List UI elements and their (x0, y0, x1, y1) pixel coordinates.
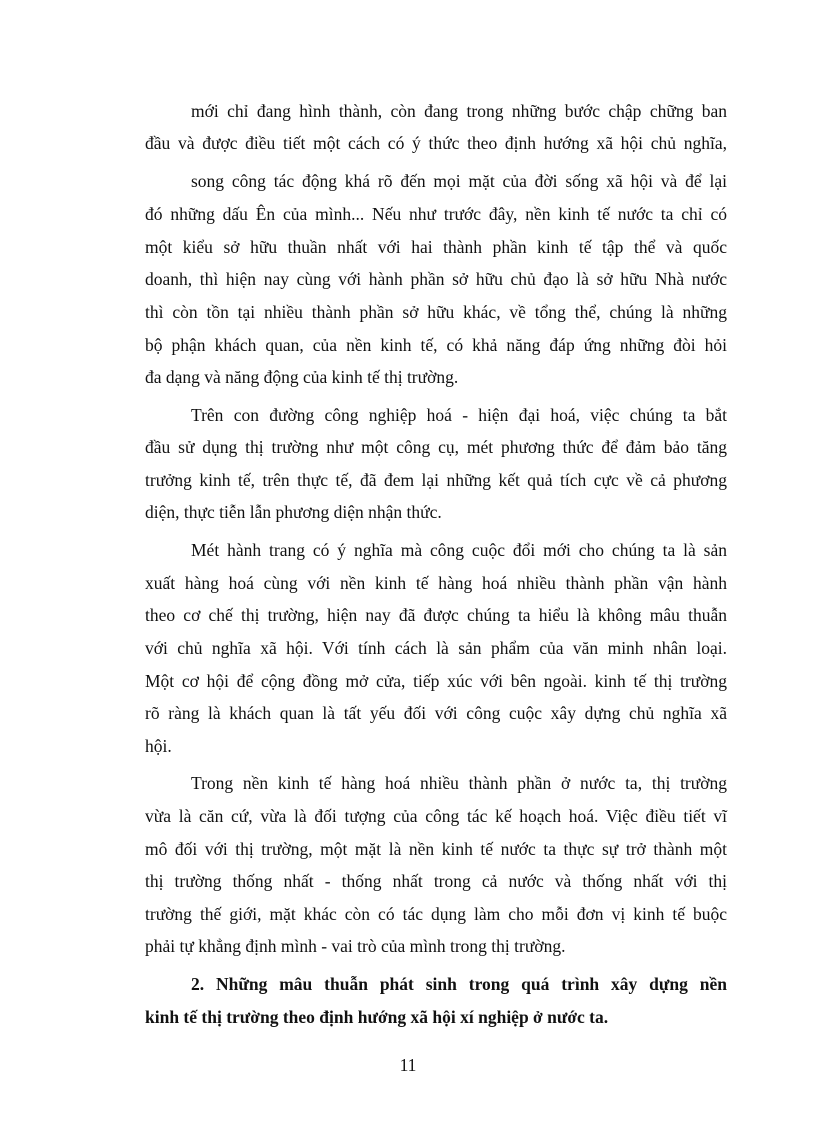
paragraph-3-line-4: diện, thực tiễn lẫn phương diện nhận thức. (145, 502, 442, 522)
paragraph-2-line-5: thì còn tồn tại nhiều thành phần sở hữu khác, về tổng thể, chúng là những (145, 302, 727, 322)
section-heading-line-2: kinh tế thị trường theo định hướng xã hội xí nghiệp ở nước ta. (145, 1007, 609, 1027)
paragraph-3-line-3: trưởng kinh tế, trên thực tế, đã đem lại những kết quả tích cực về cả phương (145, 470, 727, 490)
page-number: 11 (399, 1055, 417, 1075)
paragraph-3-line-1: Trên con đường công nghiệp hoá - hiện đại hoá, việc chúng ta bắt (191, 405, 727, 425)
paragraph-2-line-6: bộ phận khách quan, của nền kinh tế, có khả năng đáp ứng những đòi hỏi (145, 335, 727, 355)
paragraph-1-line-2: đầu và được điều tiết một cách có ý thức theo định hướng xã hội chủ nghĩa, (145, 133, 727, 153)
paragraph-2-line-3: một kiểu sở hữu thuần nhất với hai thành phần kinh tế tập thể và quốc (145, 237, 727, 257)
paragraph-5-line-1: Trong nền kinh tế hàng hoá nhiều thành phần ở nước ta, thị trường (191, 773, 727, 793)
paragraph-5-line-5: trường thế giới, mặt khác còn có tác dụng làm cho mỗi đơn vị kinh tế buộc (145, 904, 727, 924)
paragraph-4-line-5: Một cơ hội để cộng đồng mở cửa, tiếp xúc với bên ngoài. kinh tế thị trường (145, 671, 727, 691)
paragraph-5-line-4: thị trường thống nhất - thống nhất trong cả nước và thống nhất với thị (145, 871, 727, 891)
paragraph-2-line-2: đó những dấu Ên của mình... Nếu như trước đây, nền kinh tế nước ta chỉ có (145, 204, 727, 224)
paragraph-2-line-4: doanh, thì hiện nay cùng với hành phần sở hữu chủ đạo là sở hữu Nhà nước (145, 269, 727, 289)
paragraph-1-line-1: mới chỉ đang hình thành, còn đang trong những bước chập chững ban (191, 101, 727, 121)
paragraph-4-line-4: với chủ nghĩa xã hội. Với tính cách là sản phẩm của văn minh nhân loại. (145, 638, 727, 658)
paragraph-5-line-2: vừa là căn cứ, vừa là đối tượng của công tác kế hoạch hoá. Việc điều tiết vĩ (145, 806, 727, 826)
paragraph-4-line-7: hội. (145, 736, 172, 756)
paragraph-5-line-6: phải tự khẳng định mình - vai trò của mình trong thị trường. (145, 936, 566, 956)
paragraph-4-line-1: Mét hành trang có ý nghĩa mà công cuộc đổi mới cho chúng ta là sản (191, 540, 727, 560)
paragraph-3-line-2: đầu sử dụng thị trường như một công cụ, mét phương thức để đảm bảo tăng (145, 437, 727, 457)
paragraph-4-line-2: xuất hàng hoá cùng với nền kinh tế hàng hoá nhiều thành phần vận hành (145, 573, 727, 593)
paragraph-5-line-3: mô đối với thị trường, một mặt là nền kinh tế nước ta thực sự trở thành một (145, 839, 727, 859)
section-heading-line-1: 2. Những mâu thuẫn phát sinh trong quá trình xây dựng nền (191, 974, 727, 994)
paragraph-2-line-1: song công tác động khá rõ đến mọi mặt của đời sống xã hội và để lại (191, 171, 727, 191)
paragraph-4-line-3: theo cơ chế thị trường, hiện nay đã được chúng ta hiểu là không mâu thuẫn (145, 605, 727, 625)
paragraph-2-line-7: đa dạng và năng động của kinh tế thị trường. (145, 367, 459, 387)
paragraph-4-line-6: rõ ràng là khách quan là tất yếu đối với công cuộc xây dựng chủ nghĩa xã (145, 703, 727, 723)
